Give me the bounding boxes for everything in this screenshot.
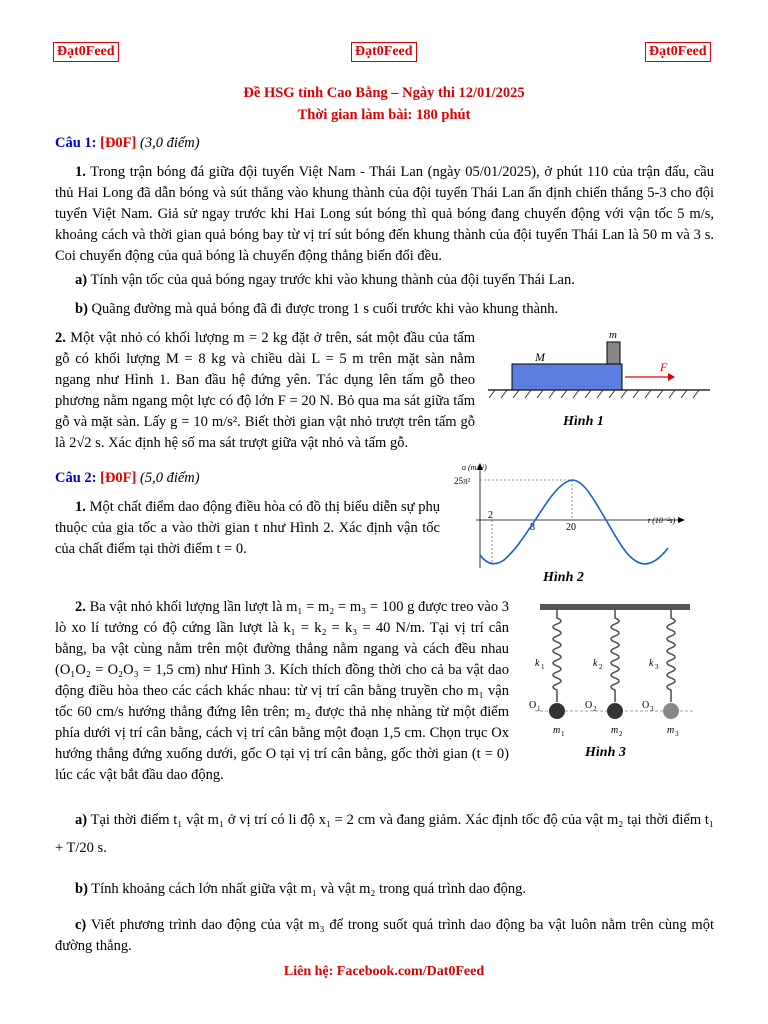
svg-text:25π²: 25π² xyxy=(454,476,471,486)
svg-text:t (10⁻²s): t (10⁻²s) xyxy=(648,516,676,525)
svg-text:2: 2 xyxy=(488,510,493,521)
svg-text:2: 2 xyxy=(619,730,623,738)
q2-part2-b-text: Tính khoảng cách lớn nhất giữa vật m₁ và vật m₂ trong quá trình dao động. xyxy=(91,881,527,897)
svg-text:2: 2 xyxy=(593,705,597,713)
q2-part2-b: b) Tính khoảng cách lớn nhất giữa vật m₁ và vật m₂ trong quá trình dao động. xyxy=(75,881,527,897)
figure-3-caption: Hình 3 xyxy=(585,745,626,760)
header-tag-left: Đạt0Feed xyxy=(53,42,119,62)
svg-text:M: M xyxy=(535,350,545,364)
q2-header xyxy=(55,470,200,487)
q1-part1-b: b) Quãng đường mà quả bóng đã đi được trong 1 s cuối trước khi vào khung thành. xyxy=(75,301,559,317)
block-m xyxy=(607,342,620,364)
q1-tag: [Đ0F] xyxy=(100,135,137,151)
q2-tag: [Đ0F] xyxy=(100,470,137,486)
q2-part2-text: Ba vật nhỏ khối lượng lần lượt là m₁ = m₂ = m₃ = 100 g được treo vào 3 lò xo lí tưởng có độ cứng lần lượt là k₁ = k₂ = k₃ = 40 N/m. Tại vị trí cân bằng, ba vật cùng nằm trên một đường thẳng nằm ngang và cách đều nhau (O₁O₂ = O₂O₃ = 1,5 cm) như Hình 3. Kích thích đồng thời cho cả ba vật dao động điều hòa theo các cách khác nhau: từ vị trí cân bằng truyền cho m₁ vận tốc 60 cm/s hướng thẳng đứng lên trên; m₂ được thả nhẹ nhàng từ một điểm phía dưới vị trí cân bằng, cách vị trí cân bằng một đoạn 1,5 cm. Chọn trục Ox hướng thẳng đứng xuống dưới, gốc O tại vị trí cân bằng, gốc thời gian (t = 0) lúc các vật bắt đầu dao động. xyxy=(55,599,510,783)
figure-1-caption: Hình 1 xyxy=(563,414,604,429)
svg-text:a (m/s²): a (m/s²) xyxy=(462,463,487,472)
svg-text:F: F xyxy=(660,360,668,374)
q2-points: (5,0 điểm) xyxy=(140,470,200,486)
q1-part1-b-text: Quãng đường mà quả bóng đã đi được trong 1 s cuối trước khi vào khung thành. xyxy=(91,301,559,317)
svg-text:O: O xyxy=(585,700,593,711)
svg-text:k: k xyxy=(649,658,654,669)
q2-label: Câu 2: xyxy=(55,470,97,486)
q1-part2: 2. Một vật nhỏ có khối lượng m = 2 kg đặt ở trên, sát một đầu của tấm gỗ có khối lượng M = 8 kg và chiều dài L = 5 m trên mặt sàn nằm ngang như Hình 1. Ban đầu hệ đứng yên. Tác dụng lên tấm gỗ theo phương nằm ngang một lực có độ lớn F = 20 N. Bỏ qua ma sát giữa tấm gỗ và mặt sàn. Lấy g = 10 m/s². Biết thời gian vật nhỏ trượt trên tấm gỗ là 2√2 s. Xác định hệ số ma sát trượt giữa vật nhỏ và tấm gỗ. xyxy=(55,330,475,451)
q1-part2-text: Một vật nhỏ có khối lượng m = 2 kg đặt ở trên, sát một đầu của tấm gỗ có khối lượng M = 8 kg và chiều dài L = 5 m trên mặt sàn nằm ngang như Hình 1. Ban đầu hệ đứng yên. Tác dụng lên tấm gỗ theo phương nằm ngang một lực có độ lớn F = 20 N. Bỏ qua ma sát giữa tấm gỗ và mặt sàn. Lấy g = 10 m/s². Biết thời gian vật nhỏ trượt trên tấm gỗ là 2√2 s. Xác định hệ số ma sát trượt giữa vật nhỏ và tấm gỗ. xyxy=(55,330,475,451)
q2-part2-c-text: Viết phương trình dao động của vật m₃ để trong suốt quá trình dao động ba vật luôn nằm trên cùng một đường thẳng. xyxy=(55,917,714,954)
svg-text:m: m xyxy=(609,329,617,341)
figure-2-caption: Hình 2 xyxy=(543,570,584,585)
exam-title: Đề HSG tỉnh Cao Bằng – Ngày thi 12/01/2025 xyxy=(243,85,525,101)
mass-m1 xyxy=(549,703,565,719)
q1-part1-text: Trong trận bóng đá giữa đội tuyển Việt Nam - Thái Lan (ngày 05/01/2025), ở phút 110 của trận đấu, cầu thủ Hai Long đã dẫn bóng và sút thẳng vào khung thành của đội tuyển Thái Lan ấn định chiến thắng 5-3 cho đội tuyển Việt Nam. Giả sử ngay trước khi Hai Long sút bóng thì quả bóng đang chuyển động với vận tốc 5 m/s, khoảng cách và thời gian quả bóng bay từ vị trí sút bóng đến khung thành của đội tuyển Thái Lan là 50 m và 3 s. Coi chuyển động của quả bóng là chuyển động thẳng biến đổi đều. xyxy=(55,164,714,264)
q2-part2: 2. Ba vật nhỏ khối lượng lần lượt là m₁ = m₂ = m₃ = 100 g được treo vào 3 lò xo lí tưởng có độ cứng lần lượt là k₁ = k₂ = k₃ = 40 N/m. Tại vị trí cân bằng, ba vật cùng nằm trên một đường thẳng nằm ngang và cách đều nhau (O₁O₂ = O₂O₃ = 1,5 cm) như Hình 3. Kích thích đồng thời cho cả ba vật dao động điều hòa theo các cách khác nhau: từ vị trí cân bằng truyền cho m₁ vận tốc 60 cm/s hướng thẳng đứng lên trên; m₂ được thả nhẹ nhàng từ một điểm phía dưới vị trí cân bằng, cách vị trí cân bằng một đoạn 1,5 cm. Chọn trục Ox hướng thẳng đứng xuống dưới, gốc O tại vị trí cân bằng, gốc thời gian (t = 0) lúc các vật bắt đầu dao động. xyxy=(55,599,510,783)
svg-text:m: m xyxy=(553,725,561,736)
svg-text:O: O xyxy=(642,700,650,711)
q1-part1-a-text: Tính vận tốc của quả bóng ngay trước khi vào khung thành của đội tuyển Thái Lan. xyxy=(90,272,575,288)
header-tag-right: Đạt0Feed xyxy=(645,42,711,62)
q2-part2-a-text: Tại thời điểm t₁ vật m₁ ở vị trí có li độ x₁ = 2 cm và đang giảm. Xác định tốc độ của vật m₂ tại thời điểm t₁ + T/20 s. xyxy=(55,812,714,856)
board-M xyxy=(512,364,622,390)
footer-contact: Liên hệ: Facebook.com/Dat0Feed xyxy=(283,964,485,979)
figure-1 xyxy=(485,328,715,408)
svg-text:20: 20 xyxy=(566,522,576,533)
q1-part1: 1. Trong trận bóng đá giữa đội tuyển Việt Nam - Thái Lan (ngày 05/01/2025), ở phút 110 của trận đấu, cầu thủ Hai Long đã dẫn bóng và sút thẳng vào khung thành của đội tuyển Thái Lan ấn định chiến thắng 5-3 cho đội tuyển Việt Nam. Giả sử ngay trước khi Hai Long sút bóng thì quả bóng đang chuyển động với vận tốc 5 m/s, khoảng cách và thời gian quả bóng bay từ vị trí sút bóng đến khung thành của đội tuyển Thái Lan là 50 m và 3 s. Coi chuyển động của quả bóng là chuyển động thẳng biến đổi đều. xyxy=(55,164,714,264)
q2-part2-a: a) Tại thời điểm t₁ vật m₁ ở vị trí có li độ x₁ = 2 cm và đang giảm. Xác định tốc độ của vật m₂ tại thời điểm t₁ + T/20 s. xyxy=(55,812,714,856)
q1-part1-a: a) Tính vận tốc của quả bóng ngay trước khi vào khung thành của đội tuyển Thái Lan. xyxy=(75,272,575,288)
svg-text:3: 3 xyxy=(650,705,654,713)
svg-text:O: O xyxy=(529,700,537,711)
svg-text:1: 1 xyxy=(541,663,545,671)
q1-header xyxy=(55,135,200,152)
svg-text:3: 3 xyxy=(655,663,659,671)
svg-text:m: m xyxy=(667,725,675,736)
header-tag-center: Đạt0Feed xyxy=(351,42,417,62)
mass-m3 xyxy=(663,703,679,719)
svg-text:1: 1 xyxy=(537,705,541,713)
svg-text:m: m xyxy=(611,725,619,736)
q2-part2-c: c) Viết phương trình dao động của vật m₃ để trong suốt quá trình dao động ba vật luôn nằm trên cùng một đường thẳng. xyxy=(55,917,714,954)
svg-text:k: k xyxy=(535,658,540,669)
svg-text:k: k xyxy=(593,658,598,669)
mass-m2 xyxy=(607,703,623,719)
exam-duration: Thời gian làm bài: 180 phút xyxy=(297,107,471,123)
q2-part1-text: Một chất điểm dao động điều hòa có đồ thị biểu diễn sự phụ thuộc của gia tốc a vào thời gian t như Hình 2. Xác định vận tốc của chất điểm tại thời điểm t = 0. xyxy=(55,499,441,557)
svg-text:2: 2 xyxy=(599,663,603,671)
figure-2 xyxy=(448,460,688,570)
q2-part1: 1. Một chất điểm dao động điều hòa có đồ thị biểu diễn sự phụ thuộc của gia tốc a vào thời gian t như Hình 2. Xác định vận tốc của chất điểm tại thời điểm t = 0. xyxy=(55,499,441,557)
q1-points: (3,0 điểm) xyxy=(140,135,200,151)
svg-text:3: 3 xyxy=(675,730,679,738)
svg-text:8: 8 xyxy=(530,522,535,533)
q1-label: Câu 1: xyxy=(55,135,97,151)
svg-text:1: 1 xyxy=(561,730,565,738)
figure-3 xyxy=(525,600,705,740)
